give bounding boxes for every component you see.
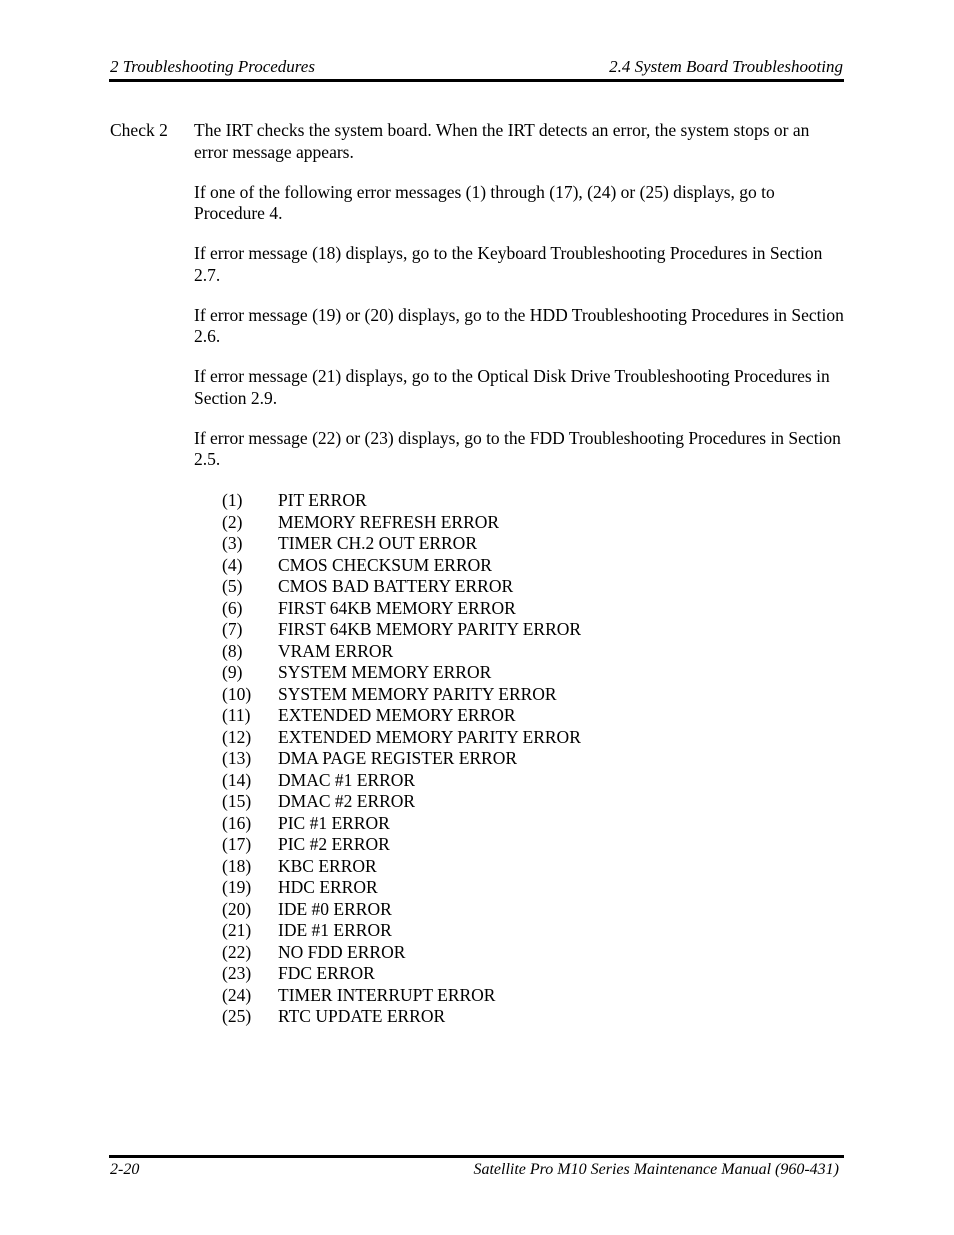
error-number: (14) (222, 769, 252, 790)
error-message: HDC ERROR (278, 877, 378, 897)
error-message: IDE #1 ERROR (278, 920, 392, 940)
error-number: (5) (222, 576, 243, 596)
header-divider (109, 79, 844, 82)
error-message: EXTENDED MEMORY PARITY ERROR (278, 726, 581, 747)
error-message: RTC UPDATE ERROR (278, 1006, 446, 1026)
error-number: (25) (222, 1006, 252, 1026)
page-number: 2-20 (110, 1161, 140, 1178)
error-number: (11) (222, 705, 251, 725)
error-message: KBC ERROR (278, 855, 377, 876)
manual-title: Satellite Pro M10 Series Maintenance Manual (960-431) (473, 1161, 839, 1178)
error-message: FDC ERROR (278, 963, 375, 983)
error-number: (3) (222, 533, 243, 553)
error-number: (24) (222, 984, 252, 1005)
error-message: PIT ERROR (278, 490, 367, 510)
error-message: VRAM ERROR (278, 640, 394, 661)
error-message: CMOS BAD BATTERY ERROR (278, 576, 514, 596)
error-number: (8) (222, 640, 243, 661)
error-number: (1) (222, 490, 243, 510)
error-number: (10) (222, 683, 252, 704)
error-message: SYSTEM MEMORY PARITY ERROR (278, 683, 557, 704)
error-number: (18) (222, 855, 252, 876)
error-message: DMAC #2 ERROR (278, 791, 416, 811)
error-number: (21) (222, 920, 252, 940)
error-number: (22) (222, 941, 252, 962)
error-message: EXTENDED MEMORY ERROR (278, 705, 516, 725)
error-number: (15) (222, 791, 252, 811)
error-number: (17) (222, 834, 252, 854)
error-message: CMOS CHECKSUM ERROR (278, 554, 492, 575)
error-message: SYSTEM MEMORY ERROR (278, 662, 492, 682)
error-number: (19) (222, 877, 252, 897)
error-number: (4) (222, 554, 243, 575)
error-message: MEMORY REFRESH ERROR (278, 511, 500, 532)
check-paragraph: If one of the following error messages (1) through (17), (24) or (25) displays, go to Procedure 4. (194, 181, 775, 223)
error-number: (23) (222, 963, 252, 983)
check-paragraph: If error message (19) or (20) displays, go to the HDD Troubleshooting Procedures in Section 2.6. (194, 304, 844, 346)
error-message: DMA PAGE REGISTER ERROR (278, 748, 518, 768)
error-number: (16) (222, 812, 252, 833)
error-number: (2) (222, 511, 243, 532)
header-subsection-title: 2.4 System Board Troubleshooting (609, 57, 843, 76)
error-number: (6) (222, 597, 243, 618)
error-message: TIMER INTERRUPT ERROR (278, 984, 496, 1005)
error-number: (12) (222, 726, 252, 747)
error-message: DMAC #1 ERROR (278, 769, 416, 790)
error-number: (13) (222, 748, 252, 768)
error-number: (20) (222, 898, 252, 919)
error-number: (9) (222, 662, 243, 682)
error-message: PIC #2 ERROR (278, 834, 390, 854)
error-message: PIC #1 ERROR (278, 812, 390, 833)
error-message: FIRST 64KB MEMORY PARITY ERROR (278, 619, 582, 639)
error-number: (7) (222, 619, 243, 639)
error-message: IDE #0 ERROR (278, 898, 392, 919)
check-body (194, 120, 844, 489)
check-paragraph: If error message (18) displays, go to the Keyboard Troubleshooting Procedures in Section 2.7. (194, 243, 823, 285)
error-message: FIRST 64KB MEMORY ERROR (278, 597, 516, 618)
check-paragraph: If error message (22) or (23) displays, go to the FDD Troubleshooting Procedures in Section 2.5. (194, 427, 841, 469)
error-message: NO FDD ERROR (278, 941, 406, 962)
header-section-title: 2 Troubleshooting Procedures (110, 57, 315, 76)
check-paragraph: The IRT checks the system board. When the IRT detects an error, the system stops or an error message appears. (194, 120, 810, 162)
error-message: TIMER CH.2 OUT ERROR (278, 533, 477, 553)
footer-divider (109, 1155, 844, 1158)
check-paragraph: If error message (21) displays, go to the Optical Disk Drive Troubleshooting Procedures in Section 2.9. (194, 366, 830, 408)
check-label: Check 2 (110, 120, 168, 140)
